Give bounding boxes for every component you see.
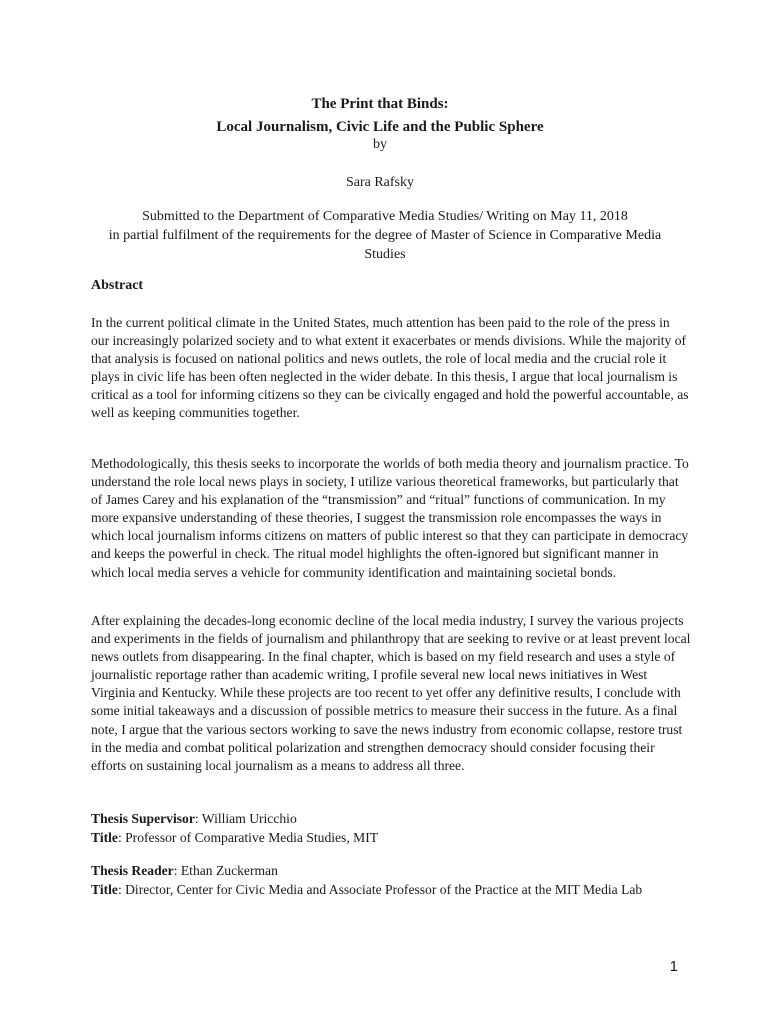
thesis-reader-block bbox=[91, 862, 691, 899]
supervisor-title-line bbox=[91, 829, 691, 848]
page-number: 1 bbox=[669, 958, 678, 975]
by-line: by bbox=[373, 137, 387, 152]
supervisor-title-value: : Professor of Comparative Media Studies, MIT bbox=[117, 829, 379, 845]
supervisor-line bbox=[91, 810, 691, 829]
title-line-2: Local Journalism, Civic Life and the Public Sphere bbox=[216, 119, 544, 135]
abstract-heading: Abstract bbox=[91, 278, 144, 293]
reader-label: Thesis Reader bbox=[91, 863, 174, 878]
abstract-paragraph-3: After explaining the decades-long economic decline of the local media industry, I survey the various projects and experiments in the fields of journalism and philanthropy that are seeking to revive or at least prevent local news outlets from disappearing. In the final chapter, which is based on my field research and uses a style of journalistic reportage rather than academic writing, I profile several new local news initiatives in West Virginia and Kentucky. While these projects are too recent to yet offer any definitive results, I conclude with some initial takeaways and a discussion of possible metrics to measure their success in the future. As a final note, I argue that the various sectors working to save the news industry from economic collapse, restore trust in the media and combat political polarization and strengthen democracy should consider focusing their efforts on sustaining local journalism as a means to address all three. bbox=[91, 613, 691, 773]
author-name: Sara Rafsky bbox=[345, 175, 415, 190]
reader-title-line bbox=[91, 881, 691, 900]
supervisor-label: Thesis Supervisor bbox=[91, 811, 195, 826]
abstract-paragraph-2: Methodologically, this thesis seeks to incorporate the worlds of both media theory and journalism practice. To understand the role local news plays in society, I utilize various theoretical frameworks, but particularly that of James Carey and his explanation of the “transmission” and “ritual” functions of communication. In my more expansive understanding of these theories, I suggest the transmission role encompasses the ways in which local journalism informs citizens on matters of public interest so that they can participate in democracy and keeps the powerful in check. The ritual model highlights the often-ignored but significant manner in which local media serves a vehicle for community identification and maintaining societal bonds. bbox=[91, 456, 689, 580]
supervisor-name: : William Uricchio bbox=[194, 811, 297, 826]
reader-title-label: Title bbox=[91, 881, 118, 897]
reader-name: : Ethan Zuckerman bbox=[173, 863, 278, 878]
submission-line-1: Submitted to the Department of Comparative Media Studies/ Writing on May 11, 2018 bbox=[142, 209, 628, 224]
thesis-title bbox=[60, 93, 700, 139]
supervisor-title-label: Title bbox=[91, 829, 118, 845]
thesis-supervisor-block bbox=[91, 810, 691, 847]
reader-line bbox=[91, 862, 691, 881]
submission-line-2: in partial fulfilment of the requirements for the degree of Master of Science in Comparative Media Studies bbox=[108, 228, 662, 262]
title-line-1: The Print that Binds: bbox=[311, 96, 449, 112]
submission-statement bbox=[90, 207, 680, 264]
abstract-paragraph-1: In the current political climate in the United States, much attention has been paid to the role of the press in our increasingly polarized society and to what extent it exacerbates or mends divisions. While the majority of that analysis is focused on national politics and news outlets, the role of local media and the crucial role it plays in civic life has been often neglected in the wider debate. In this thesis, I argue that local journalism is critical as a tool for informing citizens so they can be civically engaged and hold the powerful accountable, as well as keeping communities together. bbox=[91, 315, 689, 421]
reader-title-value: : Director, Center for Civic Media and Associate Professor of the Practice at the MIT Media Lab bbox=[117, 881, 643, 897]
